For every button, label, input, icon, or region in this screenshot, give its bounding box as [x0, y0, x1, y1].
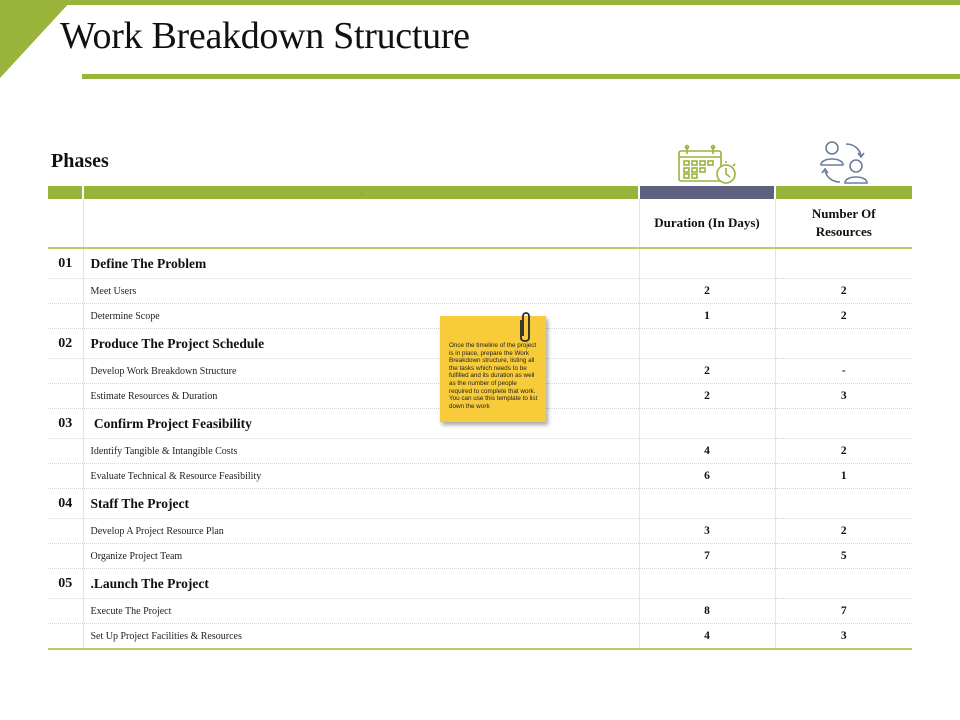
empty-cell — [639, 489, 775, 519]
task-label: Develop Work Breakdown Structure — [83, 359, 639, 384]
task-duration: 4 — [639, 624, 775, 650]
task-duration: 2 — [639, 359, 775, 384]
phase-number: 02 — [48, 329, 83, 359]
empty-cell — [639, 409, 775, 439]
task-label: Evaluate Technical & Resource Feasibility — [83, 464, 639, 489]
resources-header: Number Of Resources — [775, 199, 912, 248]
task-label: Identify Tangible & Intangible Costs — [83, 439, 639, 464]
phase-row — [48, 489, 912, 519]
empty-cell — [48, 599, 83, 624]
task-duration: 2 — [639, 384, 775, 409]
task-label: Determine Scope — [83, 304, 639, 329]
table-color-band — [48, 186, 912, 199]
paperclip-icon — [519, 310, 533, 344]
phase-label: Produce The Project Schedule — [83, 329, 639, 359]
task-resources: 2 — [775, 519, 912, 544]
task-duration: 4 — [639, 439, 775, 464]
empty-cell — [775, 329, 912, 359]
empty-cell — [48, 304, 83, 329]
empty-cell — [639, 248, 775, 279]
task-resources: 2 — [775, 439, 912, 464]
empty-cell — [48, 464, 83, 489]
phase-label: .Launch The Project — [83, 569, 639, 599]
empty-cell — [48, 384, 83, 409]
task-label: Develop A Project Resource Plan — [83, 519, 639, 544]
empty-cell — [639, 329, 775, 359]
empty-cell — [48, 359, 83, 384]
phase-label: Staff The Project — [83, 489, 639, 519]
task-label: Estimate Resources & Duration — [83, 384, 639, 409]
phase-number: 03 — [48, 409, 83, 439]
task-row — [48, 464, 912, 489]
phases-heading: Phases — [51, 150, 109, 172]
task-row — [48, 599, 912, 624]
task-label: Execute The Project — [83, 599, 639, 624]
task-resources: 2 — [775, 304, 912, 329]
phase-label: Define The Problem — [83, 248, 639, 279]
empty-cell — [48, 624, 83, 650]
task-resources: 5 — [775, 544, 912, 569]
task-resources: 3 — [775, 384, 912, 409]
phase-row — [48, 248, 912, 279]
task-row — [48, 279, 912, 304]
duration-header: Duration (In Days) — [639, 199, 775, 248]
people-exchange-icon — [818, 138, 870, 188]
page-title: Work Breakdown Structure — [60, 15, 470, 57]
header-cell — [83, 199, 639, 248]
table-header-row — [48, 199, 912, 248]
task-resources: 7 — [775, 599, 912, 624]
empty-cell — [639, 569, 775, 599]
phase-number: 05 — [48, 569, 83, 599]
phase-label: Confirm Project Feasibility — [83, 409, 639, 439]
task-row — [48, 439, 912, 464]
task-resources: 2 — [775, 279, 912, 304]
empty-cell — [775, 409, 912, 439]
title-underline — [82, 74, 960, 79]
task-duration: 3 — [639, 519, 775, 544]
empty-cell — [48, 544, 83, 569]
task-duration: 6 — [639, 464, 775, 489]
task-resources: 1 — [775, 464, 912, 489]
band-cell — [775, 186, 912, 199]
task-duration: 7 — [639, 544, 775, 569]
empty-cell — [48, 279, 83, 304]
task-row — [48, 519, 912, 544]
header-top-bar — [0, 0, 960, 5]
task-duration: 1 — [639, 304, 775, 329]
empty-cell — [48, 519, 83, 544]
task-label: Organize Project Team — [83, 544, 639, 569]
empty-cell — [48, 439, 83, 464]
sticky-note-text: Once the timeline of the project is in place, prepare the Work Breakdown structure, listing all the tasks which needs to be fulfilled and its duration as well as the number of people required to complete that work. You can use this template to list down the work — [449, 342, 538, 410]
phase-row — [48, 569, 912, 599]
task-resources: 3 — [775, 624, 912, 650]
band-cell-duration — [639, 186, 775, 199]
task-resources: - — [775, 359, 912, 384]
band-dot: · — [359, 190, 363, 199]
empty-cell — [775, 489, 912, 519]
empty-cell — [775, 569, 912, 599]
empty-cell — [775, 248, 912, 279]
task-row — [48, 544, 912, 569]
band-cell — [48, 186, 83, 199]
task-label: Meet Users — [83, 279, 639, 304]
phase-number: 01 — [48, 248, 83, 279]
task-label: Set Up Project Facilities & Resources — [83, 624, 639, 650]
task-duration: 2 — [639, 279, 775, 304]
header-cell — [48, 199, 83, 248]
task-row — [48, 624, 912, 650]
band-cell — [83, 186, 639, 199]
calendar-clock-icon — [676, 144, 738, 186]
phase-number: 04 — [48, 489, 83, 519]
task-duration: 8 — [639, 599, 775, 624]
